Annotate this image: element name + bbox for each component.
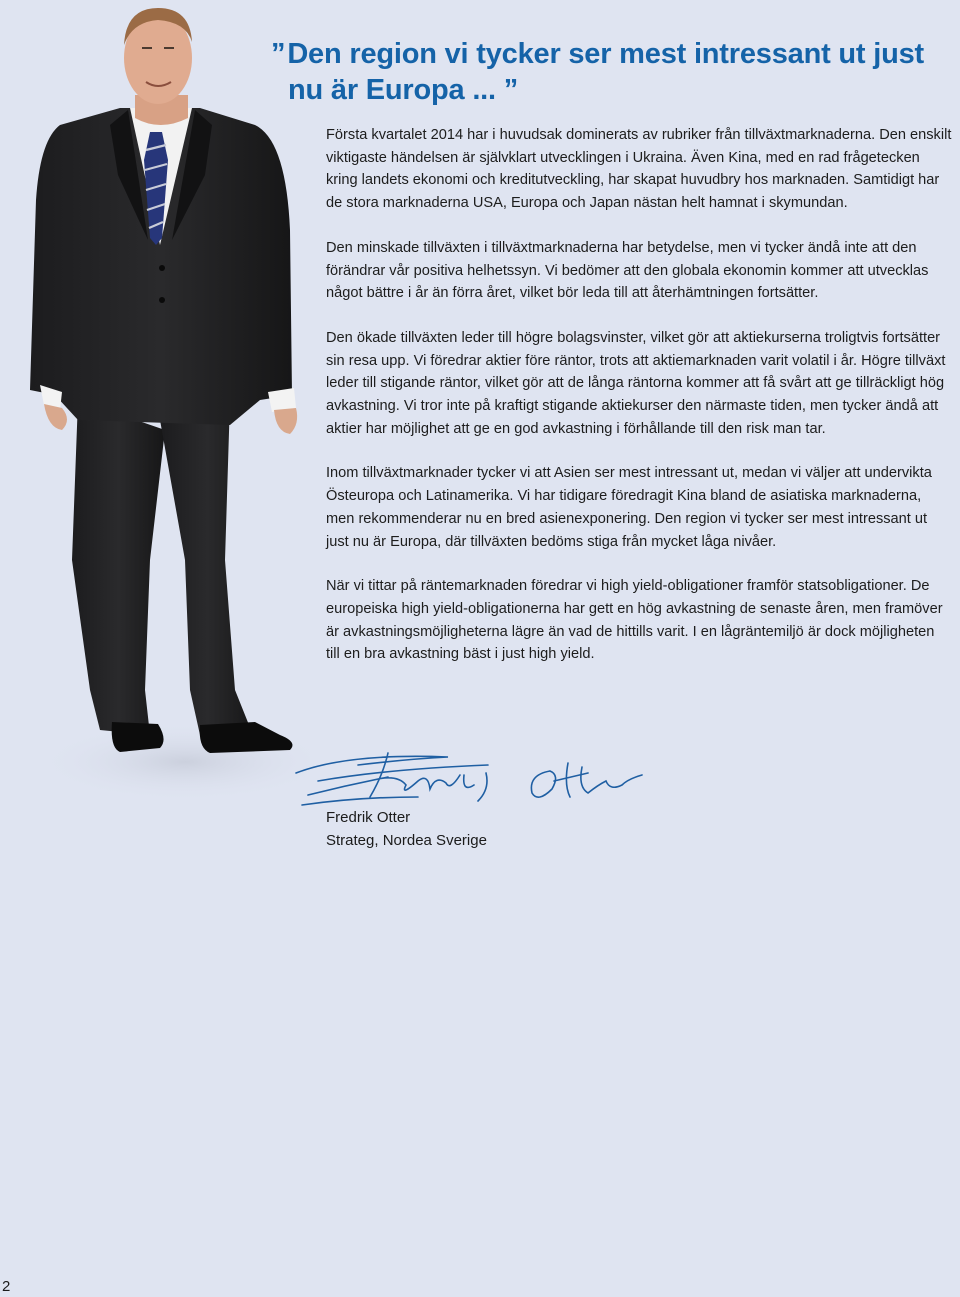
headline-line-2: nu är Europa ...: [288, 74, 496, 106]
paragraph-2: Den minskade tillväxten i tillväxtmarknaderna har betydelse, men vi tycker ändå inte att den förändrar vår positiva helhetssyn. Vi bedömer att den globala ekonomin kommer att utvecklas något bättre i år än förra året, vilket bör leda till att återhämtningen fortsätter.: [326, 239, 929, 302]
article-body: [326, 124, 952, 688]
paragraph-5: När vi tittar på räntemarknaden föredrar vi high yield-obligationer framför statsobligationer. De europeiska high yield-obligationerna har gett en hög avkastning de senaste åren, men framöver är avkastningsmöjligheterna lägre än vad de hittills varit. I en lågräntemiljö är dock möjligheten till en bra avkastning bäst i just high yield.: [326, 578, 943, 663]
page-number: 2: [2, 1278, 11, 1295]
quote-close-mark: ”: [495, 74, 519, 106]
headline-line-1: Den region vi tycker ser mest intressant ut just: [287, 38, 924, 70]
signature-title: Strateg, Nordea Sverige: [326, 832, 487, 849]
quote-open-mark: ”: [271, 38, 286, 70]
portrait-photo: [0, 0, 310, 830]
paragraph-4: Inom tillväxtmarknader tycker vi att Asien ser mest intressant ut, medan vi väljer att undervikta Östeuropa och Latinamerika. Vi har tidigare föredragit Kina bland de asiatiska marknaderna, men rekommenderar nu en bred asienexponering. Den region vi tycker ser mest intressant ut just nu är Europa, där tillväxten bedöms stiga från mycket låga nivåer.: [326, 465, 932, 550]
paragraph-1: Första kvartalet 2014 har i huvudsak dominerats av rubriker från tillväxtmarknaderna. Den enskilt viktigaste händelsen är självklart utvecklingen i Ukraina. Även Kina, med en rad frågetecken kring landets ekonomi och kreditutveckling, har skapat huvudbry hos marknaden. Samtidigt har de stora marknaderna USA, Europa och Japan nästan helt hamnat i skymundan.: [326, 127, 952, 212]
handwritten-signature: [288, 745, 658, 810]
paragraph-3: Den ökade tillväxten leder till högre bolagsvinster, vilket gör att aktiekurserna troligtvis fortsätter sin resa upp. Vi föredrar aktier före räntor, trots att aktiemarknaden varit volatil i år. Högre tillväxt leder till stigande räntor, vilket gör att de långa räntorna kommer att få svårt att ge tillräckligt hög avkastning. Vi tror inte på kraftigt stigande aktiekurser den närmaste tiden, men tycker ändå att aktier har möjlighet att ge en god avkastning i förhållande till den risk man tar.: [326, 329, 946, 437]
pull-quote-headline: [271, 36, 951, 108]
signature-name: Fredrik Otter: [326, 809, 411, 826]
